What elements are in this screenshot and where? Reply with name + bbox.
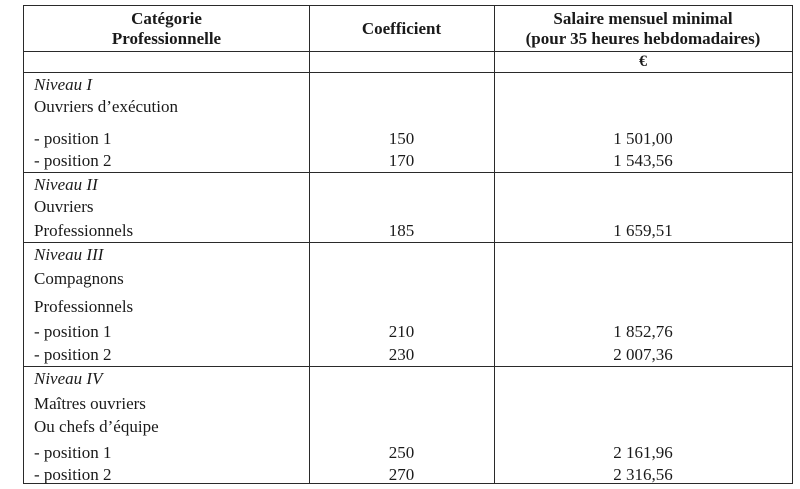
position-label: - position 1 [34,129,112,148]
header-category [24,6,309,51]
category-title-row [24,295,792,318]
level-name: Niveau III [34,245,104,264]
header-salary-line-2: (pour 35 heures hebdomadaires) [525,28,761,48]
salary-value: 1 659,51 [613,221,673,240]
level-heading-row [24,173,792,196]
position-label: - position 2 [34,465,112,484]
table-row [24,343,792,366]
category-title: Ouvriers [34,197,94,216]
coefficient-value: 185 [388,221,415,240]
category-title-row [24,95,792,118]
position-label: Professionnels [34,221,134,240]
salary-value: 1 501,00 [613,129,673,148]
coefficient-value: 170 [388,151,415,170]
salary-value: 1 852,76 [613,322,673,341]
header-salary-line-1: Salaire mensuel minimal [553,8,733,28]
category-title-row [24,267,792,290]
category-title-row [24,195,792,218]
coefficient-value: 150 [388,129,415,148]
coefficient-value: 210 [388,322,415,341]
category-title-row [24,392,792,415]
table-row [24,219,792,242]
position-label: - position 2 [34,345,112,364]
position-label: - position 1 [34,322,112,341]
coefficient-value: 230 [388,345,415,364]
table-row [24,149,792,172]
coefficient-value: 250 [388,443,415,462]
table-row [24,127,792,150]
header-coefficient [309,6,494,51]
category-title: Ouvriers d’exécution [34,97,178,116]
position-label: - position 2 [34,151,112,170]
table-row [24,320,792,343]
level-heading-row [24,367,792,390]
category-title: Ou chefs d’équipe [34,417,159,436]
header-category-line-2: Professionnelle [111,28,222,48]
level-heading-row [24,73,792,96]
level-heading-row [24,243,792,266]
currency-unit: € [639,53,647,70]
category-title-row [24,415,792,438]
salary-value: 2 161,96 [613,443,673,462]
level-name: Niveau I [34,75,93,94]
table-row [24,463,792,486]
level-name: Niveau II [34,175,98,194]
header-salary [494,6,792,51]
header-category-line-1: Catégorie [131,8,202,28]
salary-value: 2 007,36 [613,345,673,364]
coefficient-value: 270 [388,465,415,484]
salary-grid-table [23,5,793,484]
position-label: - position 1 [34,443,112,462]
category-title: Maîtres ouvriers [34,394,146,413]
salary-value: 1 543,56 [613,151,673,170]
category-title: Compagnons [34,269,124,288]
category-title: Professionnels [34,297,134,316]
header-coefficient-label: Coefficient [361,18,442,38]
salary-value: 2 316,56 [613,465,673,484]
table-row [24,441,792,464]
level-name: Niveau IV [34,369,103,388]
